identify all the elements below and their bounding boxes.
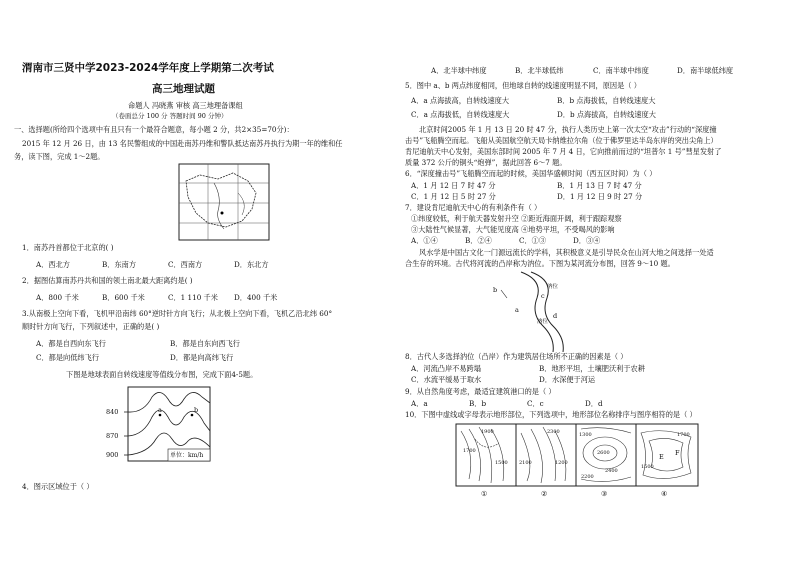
- contour-2200: 2200: [581, 474, 594, 480]
- question-3a: 3.从南极上空向下看，飞机甲沿南纬 60°逆时针方向飞行；从北极上空向下看，飞机乙沿北纬 60°: [22, 309, 333, 318]
- contour-letter-e: E: [659, 453, 664, 461]
- contour-1700: 1700: [463, 448, 476, 454]
- q6-option-c[interactable]: C．1 月 12 日 5 时 27 分: [411, 192, 496, 201]
- q1-option-d[interactable]: D．东北方: [234, 260, 269, 269]
- contour-1700b: 1700: [677, 432, 690, 438]
- question-5: 5．图中 a、b 两点纬度相同，但地球自转的线速度明显不同，原因是（ ）: [405, 81, 641, 90]
- river-label-a: a: [515, 306, 519, 314]
- passage-1-line-3: 肯尼迪航天中心发射，美国东部时间 2005 年 7 月 4 日，它向推前而过的“坦普尔 1 号”彗星发射了: [405, 147, 722, 156]
- contour-1300: 1300: [579, 432, 592, 438]
- q9-option-c[interactable]: C．c: [527, 399, 544, 408]
- question-4: 4．图示区域位于（ ）: [22, 482, 94, 491]
- q8-option-a[interactable]: A．河流凸岸不易跨塌: [411, 364, 481, 373]
- river-map: [491, 270, 611, 352]
- question-7: 7．建设肯尼迪航天中心的有利条件有（ ）: [405, 203, 542, 212]
- contour-1500: 1500: [495, 460, 508, 466]
- question-2: 2．据图估算南苏丹共和国的领土南北最大距离约是( ): [22, 276, 193, 285]
- intro-4-5: 下图是地球表面自转线速度等值线分布图，完成下面4-5题。: [66, 370, 258, 379]
- velocity-isoline-chart: [104, 383, 214, 465]
- passage-2-line-2: 合生存的环境。古代将河流的凸岸称为汭位。下图为某河流分布图，回答 9～10 题。: [405, 259, 675, 268]
- question-6: 6．“深度撞击号”飞船腾空而起的时候，美国华盛顿时间（西五区时间）为（ ）: [405, 169, 657, 178]
- isoline-label-900: 900: [106, 451, 119, 459]
- contour-1500b: 1500: [641, 464, 654, 470]
- q1-option-b[interactable]: B．东南方: [102, 260, 137, 269]
- question-3b: 顺时针方向飞行，下列叙述中，正确的是( ): [22, 322, 160, 331]
- map-number-3: ③: [601, 489, 608, 498]
- q8-option-c[interactable]: C．水流平缓易于取水: [411, 375, 482, 384]
- south-sudan-map: [178, 163, 270, 241]
- q7-option-a[interactable]: A．①④: [411, 236, 438, 245]
- river-label-d: d: [553, 312, 558, 320]
- q8-option-d[interactable]: D．水深便于河运: [539, 375, 596, 384]
- passage-2-line-1: 风水学是中国古文化一门源远流长的学科，其积极意义是引导民众在山河大地之间选择一处适: [419, 248, 714, 257]
- q4-option-b[interactable]: B．北半球低纬: [515, 66, 564, 75]
- contour-letter-f: F: [675, 449, 680, 457]
- q9-option-a[interactable]: A．a: [411, 399, 428, 408]
- map-number-4: ④: [661, 489, 668, 498]
- river-label-c: c: [541, 292, 545, 300]
- contour-maps: [455, 423, 699, 500]
- exam-title: 渭南市三贤中学2023-2024学年度上学期第二次考试: [22, 62, 274, 74]
- intro-1: 2015 年 12 月 26 日，由 13 名民警组成的中国赴南苏丹维和警队抵达南苏丹执行为期一年的维和任: [22, 139, 343, 148]
- passage-1-line-1: 北京时间2005 年 1 月 13 日 20 时 47 分，执行人类历史上第一次太空“攻击”行动的“深度撞: [419, 125, 717, 134]
- q2-option-a[interactable]: A．800 千米: [36, 293, 79, 302]
- q3-option-a[interactable]: A．都是自西向东飞行: [36, 339, 106, 348]
- point-b-label: b: [194, 406, 199, 414]
- river-label-b: b: [493, 286, 498, 294]
- passage-1-line-4: 质量 372 公斤的铜头“炮弹”，据此回答 6～7 题。: [405, 158, 567, 167]
- q4-option-a[interactable]: A．北半球中纬度: [431, 66, 487, 75]
- q7-option-c[interactable]: C．①③: [519, 236, 547, 245]
- q2-option-b[interactable]: B．600 千米: [102, 293, 145, 302]
- q1-option-a[interactable]: A．西北方: [36, 260, 70, 269]
- question-10: 10．下图中虚线或字母表示地形部位，下列选项中，地形部位名称排序与图序相符的是（ ）: [405, 410, 697, 419]
- q2-option-c[interactable]: C．1 110 千米: [168, 293, 218, 302]
- exam-meta: （卷面总分 100 分 答题时间 90 分钟）: [112, 112, 228, 120]
- q3-option-d[interactable]: D．都是向高纬飞行: [170, 353, 234, 362]
- map-number-2: ②: [541, 489, 548, 498]
- section-1-heading: 一、选择题(所给四个选项中有且只有一个最符合题意，每小题 2 分，共2×35=70分)：: [14, 125, 294, 134]
- q1-option-c[interactable]: C．西南方: [168, 260, 203, 269]
- q4-option-c[interactable]: C．南半球中纬度: [593, 66, 649, 75]
- q7-statement-2: ③大陆性气候显著，大气能见度高 ④地势平坦，不受喝风的影响: [411, 225, 615, 234]
- q2-option-d[interactable]: D．400 千米: [234, 293, 278, 302]
- q3-option-c[interactable]: C．都是向低纬飞行: [36, 353, 100, 362]
- contour-1900: 1900: [481, 429, 494, 435]
- q6-option-b[interactable]: B．1 月 13 日 7 时 47 分: [557, 181, 642, 190]
- q9-option-d[interactable]: D．d: [585, 399, 603, 408]
- chart-unit: 单位：km/h: [170, 452, 204, 459]
- q3-option-b[interactable]: B．都是自东向西飞行: [170, 339, 240, 348]
- q5-option-c[interactable]: C．a 点海拔低，自转线速度大: [411, 110, 510, 119]
- q6-option-d[interactable]: D．1 月 12 日 9 时 27 分: [557, 192, 643, 201]
- question-9: 9．从自然角度考虑，最适宜建筑港口的是（ ）: [405, 387, 556, 396]
- isoline-label-840: 840: [106, 408, 119, 416]
- contour-2300: 2300: [547, 429, 560, 435]
- q7-option-b[interactable]: B．②④: [465, 236, 492, 245]
- passage-1-line-2: 击号”飞船腾空而起。飞船从美国航空航天局卡纳维拉尔角（位于佛罗里达半岛东岸的突出尖角上）: [405, 136, 718, 145]
- q5-option-d[interactable]: D．b 点海拔高，自转线速度大: [557, 110, 656, 119]
- isoline-label-870: 870: [106, 432, 119, 440]
- point-a-label: a: [158, 406, 162, 414]
- q8-option-b[interactable]: B．地形平坦，土壤肥沃利于农耕: [539, 364, 645, 373]
- q5-option-a[interactable]: A．a 点海拔高，自转线速度大: [411, 96, 510, 105]
- contour-2100: 2100: [519, 460, 532, 466]
- question-1: 1．南苏丹首都位于北京的( ): [22, 243, 114, 252]
- intro-1b: 务，读下图，完成 1～2题。: [14, 152, 105, 161]
- question-8: 8．古代人多选择汭位（凸岸）作为建筑居住场所不正确的因素是（ ）: [405, 352, 628, 361]
- exam-subtitle: 高三地理试题: [152, 83, 215, 95]
- contour-2400: 2400: [605, 468, 618, 474]
- q4-option-d[interactable]: D．南半球低纬度: [677, 66, 734, 75]
- contour-1200: 1200: [555, 460, 568, 466]
- ruiwei-label-2: 汭位: [537, 319, 549, 325]
- contour-2600: 2600: [597, 450, 610, 456]
- ruiwei-label-1: 汭位: [547, 284, 559, 290]
- q9-option-b[interactable]: B．b: [469, 399, 487, 408]
- authors: 命题人 冯晓燕 审核 高三地理备课组: [128, 101, 243, 110]
- q7-statement-1: ①纬度较低，利于航天器发射升空 ②距近海面开阔，利于跟踪观察: [411, 214, 622, 223]
- map-number-1: ①: [481, 489, 488, 498]
- q5-option-b[interactable]: B．b 点海拔低，自转线速度大: [557, 96, 656, 105]
- q6-option-a[interactable]: A．1 月 12 日 7 时 47 分: [411, 181, 496, 190]
- q7-option-d[interactable]: D．③④: [573, 236, 601, 245]
